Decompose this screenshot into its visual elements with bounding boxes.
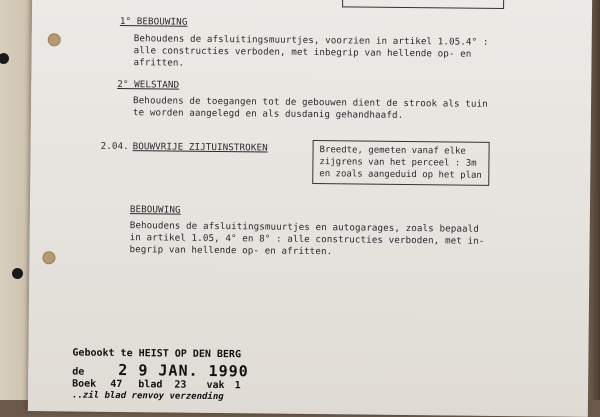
stamp-line-2 [72,361,249,381]
stamp-page-label: blad [138,379,163,391]
punch-hole-bottom [42,251,55,264]
stamp-line-1: Gebookt te HEIST OP DEN BERG [72,347,242,361]
section-4-line-2: in artikel 1.05, 4° en 8° : alle constructies verboden, met in- [129,232,485,247]
stamp-date: 2 9 JAN. 1990 [118,361,249,381]
boxed-note-line-1: Breedte, gemeten vanaf elke [319,145,466,157]
section-1-line-3: afritten. [133,57,185,69]
stamp-book-number: 47 [110,378,123,391]
section-3-boxed-note [312,140,489,186]
stamp-page-number: 23 [174,379,187,391]
section-4-line-1: Behoudens de afsluitingsmuurtjes en autogarages, zoals bepaald [129,220,479,235]
section-1-heading: 1° BEBOUWING [119,15,188,28]
section-2-line-1: Behoudens de toegangen tot de gebouwen dient de strook als tuin [133,95,488,110]
section-2-heading: 2° WELSTAND [117,78,180,91]
stamp-line-3 [72,379,241,392]
boxed-note-top [342,0,504,9]
section-2-line-2: te worden aangelegd en als dusdanig gehandhaafd. [132,107,404,121]
stamp-line-4: ..zil blad renvoy verzending [71,390,224,403]
section-4-line-3: begrip van hellende op- en afritten. [129,244,333,258]
binder-ring-bottom [12,268,23,279]
punch-hole-top [48,33,61,46]
boxed-note-line-3: en zoals aangeduid op het plan [319,169,482,181]
stamp-section-label: vak [206,379,225,392]
stamp-section-number: 1 [234,380,241,392]
boxed-note-line-2: zijgrens van het perceel : 3m [319,157,477,169]
section-3-number: 2.04. [100,140,129,153]
section-1-line-2: alle constructies verboden, met inbegrip van hellende op- en [133,45,472,60]
document-page [28,0,592,417]
stamp-book-label: Boek [72,378,97,390]
section-4-heading: BEBOUWING [129,204,181,216]
section-1-line-1: Behoudens de afsluitingsmuurtjes, voorzien in artikel 1.05.4° : [133,33,489,48]
stamp-date-label: de [72,366,85,378]
section-3-title: BOUWVRIJE ZIJTUINSTROKEN [132,141,268,154]
